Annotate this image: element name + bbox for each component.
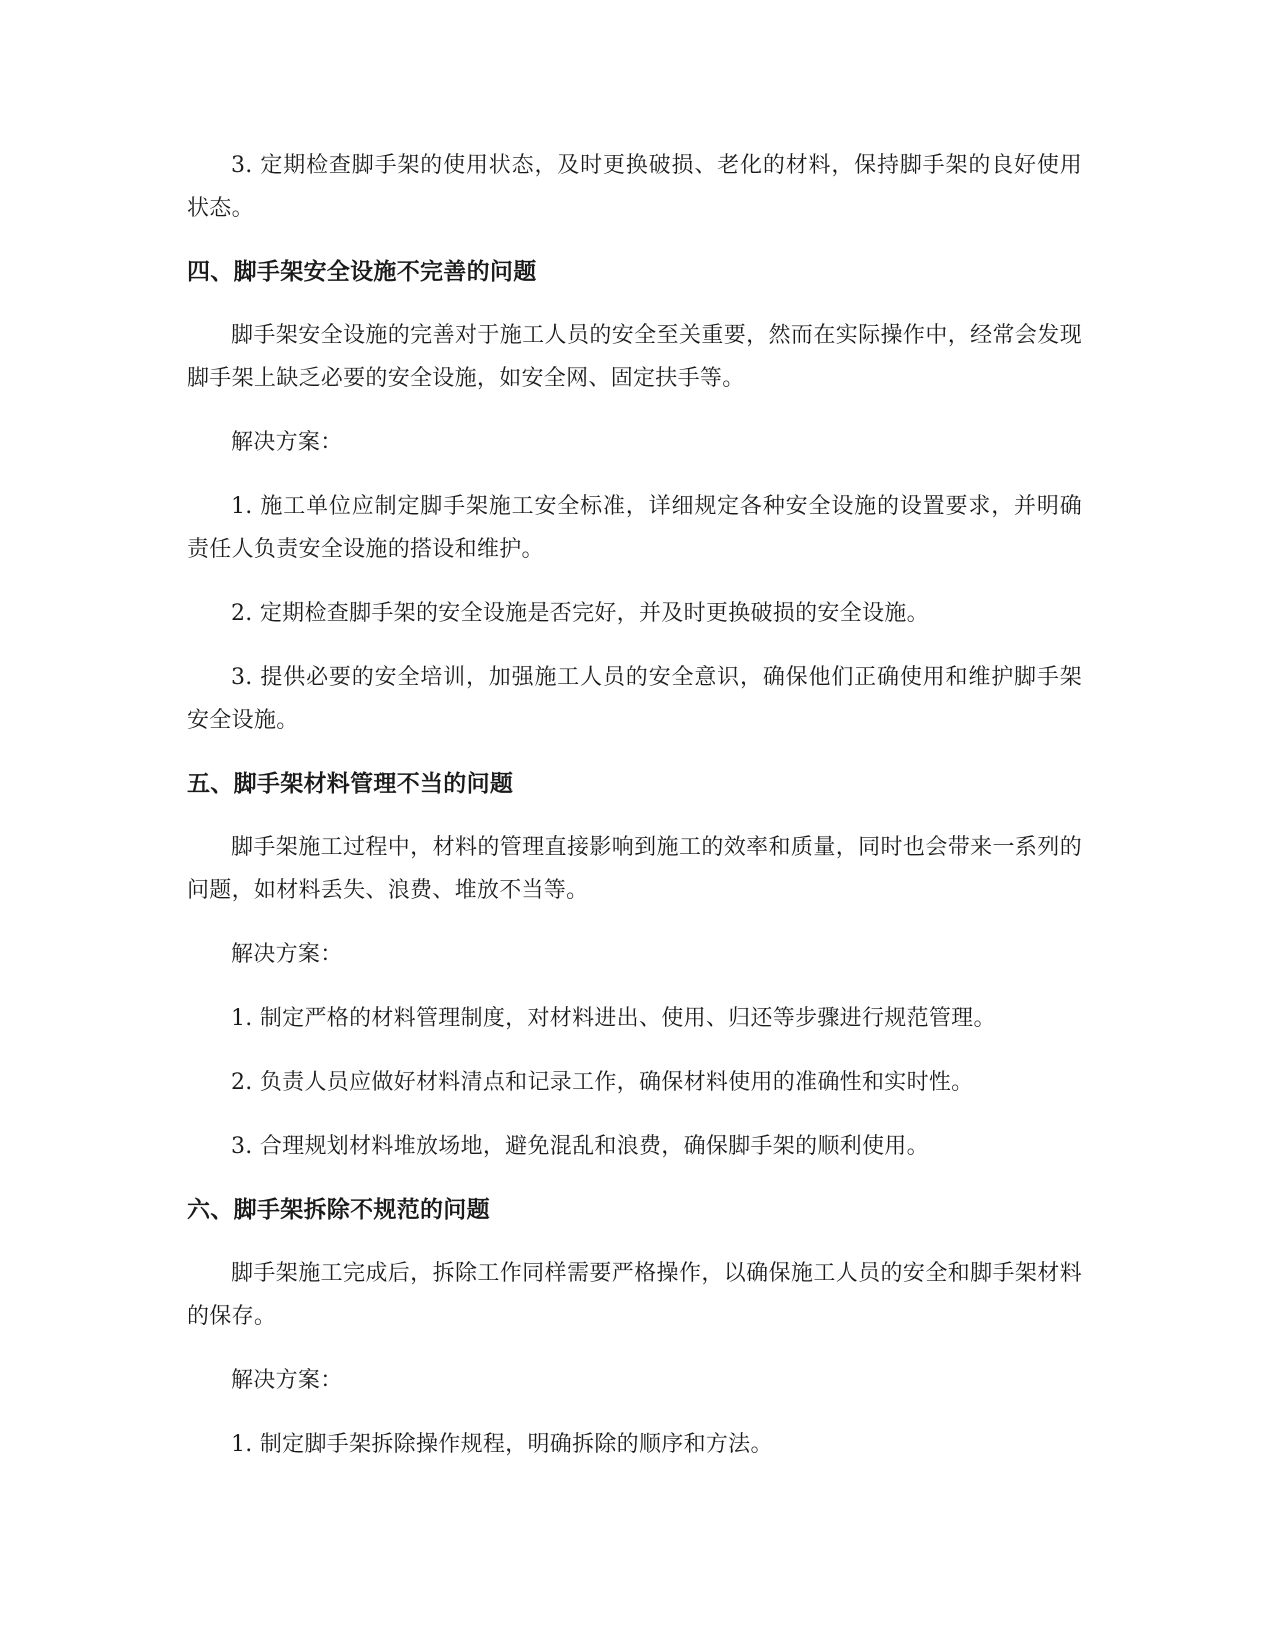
paragraph-dismantling-intro: 脚手架施工完成后，拆除工作同样需要严格操作，以确保施工人员的安全和脚手架材料的保存。 <box>187 1261 1082 1329</box>
solution-item: 3. 提供必要的安全培训，加强施工人员的安全意识，确保他们正确使用和维护脚手架安全设施。 <box>187 665 1082 733</box>
section-heading-safety-facilities: 四、脚手架安全设施不完善的问题 <box>187 259 537 285</box>
paragraph-inspection-status: 3. 定期检查脚手架的使用状态，及时更换破损、老化的材料，保持脚手架的良好使用状态。 <box>187 153 1082 221</box>
solution-item: 1. 施工单位应制定脚手架施工安全标准，详细规定各种安全设施的设置要求，并明确责任人负责安全设施的搭设和维护。 <box>187 494 1082 562</box>
solution-item: 1. 制定严格的材料管理制度，对材料进出、使用、归还等步骤进行规范管理。 <box>231 1006 996 1031</box>
paragraph-safety-facilities-intro: 脚手架安全设施的完善对于施工人员的安全至关重要，然而在实际操作中，经常会发现脚手架上缺乏必要的安全设施，如安全网、固定扶手等。 <box>187 323 1082 391</box>
solution-item: 3. 合理规划材料堆放场地，避免混乱和浪费，确保脚手架的顺利使用。 <box>231 1134 929 1159</box>
solution-label: 解决方案： <box>231 1368 343 1393</box>
document-body <box>187 144 1082 1487</box>
solution-label: 解决方案： <box>231 430 343 455</box>
solution-item: 2. 定期检查脚手架的安全设施是否完好，并及时更换破损的安全设施。 <box>231 601 929 626</box>
solution-label: 解决方案： <box>231 942 343 967</box>
section-heading-material-management: 五、脚手架材料管理不当的问题 <box>187 771 514 797</box>
solution-item: 1. 制定脚手架拆除操作规程，明确拆除的顺序和方法。 <box>231 1432 773 1457</box>
section-heading-dismantling: 六、脚手架拆除不规范的问题 <box>187 1197 490 1223</box>
paragraph-material-management-intro: 脚手架施工过程中，材料的管理直接影响到施工的效率和质量，同时也会带来一系列的问题，如材料丢失、浪费、堆放不当等。 <box>187 835 1082 903</box>
solution-item: 2. 负责人员应做好材料清点和记录工作，确保材料使用的准确性和实时性。 <box>231 1070 974 1095</box>
